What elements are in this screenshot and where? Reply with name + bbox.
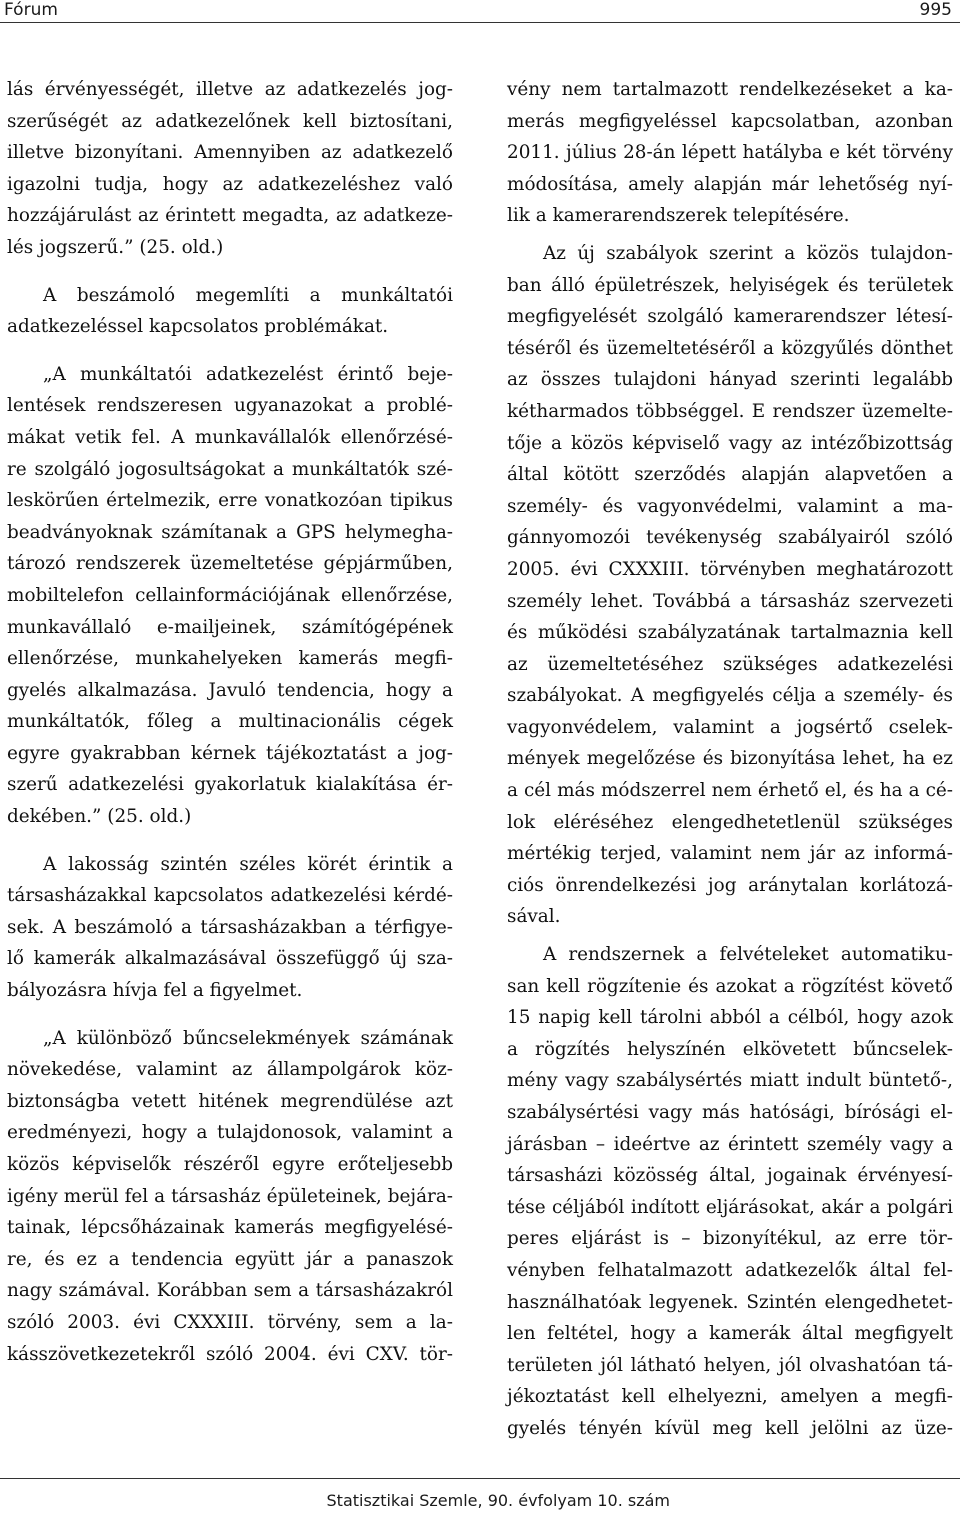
paragraph-gap: [7, 833, 453, 849]
text-line: A rendszernek a felvételeket automatiku-: [543, 944, 953, 966]
text-line: merás megfigyeléssel kapcsolatban, azonban: [507, 110, 953, 132]
text-line: növekedése, valamint az állampolgárok köz-: [7, 1059, 453, 1081]
text-line: társasházakkal kapcsolatos adatkezelési kérdé-: [7, 885, 453, 907]
paragraph: [7, 280, 453, 343]
text-line: gyelés tényén kívül meg kell jelölni az üze-: [507, 1417, 953, 1439]
paragraph: [507, 74, 953, 232]
text-line: A lakosság szintén széles körét érintik a: [43, 853, 453, 875]
text-line: adatkezeléssel kapcsolatos problémákat.: [7, 316, 389, 338]
text-line: lás érvényességét, illetve az adatkezelés jog-: [7, 79, 453, 100]
text-line: megfigyelését szolgáló kamerarendszer létesí-: [507, 306, 953, 328]
text-line: lik a kamerarendszerek telepítésére.: [507, 205, 850, 227]
paragraph-gap: [7, 264, 453, 280]
text-line: egyre gyakrabban kérnek tájékoztatást a jog-: [7, 742, 453, 764]
text-line: ban álló épületrészek, helyiségek és területek: [507, 274, 953, 296]
text-line: munkáltatók, főleg a multinacionális cégek: [7, 711, 453, 733]
text-line: tározó rendszerek üzemeltetése gépjárműben,: [7, 553, 453, 575]
text-line: leskörűen értelmezik, erre vonatkozóan tipikus: [7, 490, 453, 512]
text-line: „A munkáltatói adatkezelést érintő beje-: [43, 363, 453, 385]
quote-paragraph: [7, 359, 453, 833]
paragraph-gap: [7, 343, 453, 359]
text-line: az összes tulajdoni hányad szerinti legalább: [507, 369, 953, 391]
text-line: gánnyomozói tevékenység szabályairól szóló: [507, 527, 953, 549]
text-line: lok eléréséhez elengedhetetlenül szükséges: [507, 811, 953, 833]
text-line: kétharmados többséggel. E rendszer üzemelte-: [507, 400, 953, 422]
text-line: beadványoknak számítanak a GPS helymegha-: [7, 521, 453, 543]
text-line: biztonságba vetett hitének megrendülése azt: [7, 1090, 453, 1112]
text-line: peres eljárást is – bizonyítékul, az erre tör-: [507, 1228, 953, 1250]
text-line: sek. A beszámoló a társasházakban a térfigye-: [7, 916, 453, 938]
text-line: szerű adatkezelési gyakorlatuk kialakítása ér-: [7, 774, 453, 796]
text-line: mértékig terjed, valamint nem jár az informá-: [507, 843, 953, 865]
text-line: san kell rögzítenie és azokat a rögzítést követő: [507, 975, 953, 997]
text-line: ciós önrendelkezési jog aránytalan korlátozá-: [507, 874, 953, 896]
page-header: [0, 0, 960, 22]
paragraph: [507, 939, 953, 1445]
page-number: 995: [919, 0, 952, 20]
text-line: közös képviselők részéről egyre erőteljesebb: [7, 1154, 453, 1175]
text-line: szóló 2003. évi CXXXIII. törvény, sem a la-: [7, 1311, 453, 1333]
text-line: ellenőrzése, munkahelyeken kamerás megfi-: [7, 648, 453, 670]
text-line: a rögzítés helyszínén elkövetett bűncselek-: [507, 1038, 953, 1060]
text-line: területen jól látható helyen, jól olvashatóan tá-: [507, 1354, 953, 1376]
text-line: járásban – ideértve az érintett személy vagy a: [507, 1133, 953, 1155]
text-line: gyelés alkalmazása. Javuló tendencia, hogy a: [7, 679, 453, 701]
paragraph: [507, 238, 953, 933]
text-line: Az új szabályok szerint a közös tulajdon-: [543, 242, 953, 264]
right-column: [507, 74, 953, 1445]
text-line: re szolgáló jogosultságokat a munkáltatók szé-: [7, 458, 453, 480]
text-line: 2011. július 28-án lépett hatályba e két törvény: [507, 142, 953, 164]
text-line: és működési szabályzatának tartalmaznia kell: [507, 622, 953, 644]
text-line: 15 napig kell tárolni abból a célból, hogy azok: [507, 1007, 953, 1029]
text-line: a cél más módszerrel nem érhető el, és ha a cé-: [507, 780, 953, 802]
text-line: illetve bizonyítani. Amennyiben az adatkezelő: [7, 142, 453, 164]
text-line: munkavállaló e-mailjeinek, számítógépének: [7, 616, 453, 638]
text-line: módosítása, amely alapján már lehetőség nyí-: [507, 173, 953, 195]
text-line: mény vagy szabálysértés miatt indult büntető-,: [507, 1070, 953, 1092]
text-line: mákat vetik fel. A munkavállalók ellenőrzésé-: [7, 426, 453, 448]
text-line: igény merül fel a társasház épületeinek, bejára-: [7, 1185, 453, 1207]
text-line: szabálysértési vagy más hatósági, bírósági el-: [507, 1102, 953, 1123]
text-line: lés jogszerű.” (25. old.): [7, 236, 224, 258]
text-line: dekében.” (25. old.): [7, 806, 192, 828]
text-line: tése céljából indított eljárásokat, akár a polgári: [507, 1196, 953, 1218]
page-footer: Statisztikai Szemle, 90. évfolyam 10. szám: [326, 1491, 670, 1510]
header-divider: [0, 22, 960, 23]
footer-divider: [0, 1478, 960, 1479]
text-line: szerűségét az adatkezelőnek kell biztosítani,: [7, 110, 453, 132]
text-line: sával.: [507, 906, 561, 928]
text-line: A beszámoló megemlíti a munkáltatói: [43, 284, 453, 306]
text-line: lő kamerák alkalmazásával összefüggő új sza-: [7, 948, 453, 970]
text-line: jékoztatást kell elhelyezni, amelyen a megfi-: [507, 1386, 953, 1408]
text-line: len feltétel, hogy a kamerák által megfigyelt: [507, 1323, 953, 1345]
text-line: re, és ez a tendencia együtt jár a panaszok: [7, 1248, 453, 1270]
paragraph-gap: [7, 1007, 453, 1023]
text-line: által kötött szerződés alapján alapvetően a: [507, 464, 953, 486]
journal-section-title: Fórum: [4, 0, 58, 20]
text-line: mobiltelefon cellainformációjának ellenőrzése,: [7, 584, 453, 606]
text-line: vagyonvédelem, valamint a jogsértő cselek-: [507, 716, 953, 738]
text-line: „A különböző bűncselekmények számának: [43, 1027, 453, 1049]
text-line: mények megelőzése és bizonyítása lehet, ha ez: [507, 748, 953, 770]
left-column: [7, 74, 453, 1370]
paragraph: [7, 74, 453, 264]
text-line: kásszövetkezetekről szóló 2004. évi CXV. tör-: [7, 1343, 453, 1365]
paragraph: [7, 849, 453, 1007]
text-line: tainak, lépcsőházainak kamerás megfigyelésé-: [7, 1217, 453, 1239]
text-line: hozzájárulást az érintett megadta, az adatkeze-: [7, 205, 453, 227]
text-line: bályozásra hívja fel a figyelmet.: [7, 980, 303, 1002]
text-line: vény nem tartalmazott rendelkezéseket a ka-: [507, 79, 953, 100]
text-line: téséről és üzemeltetéséről a közgyűlés dönthet: [507, 337, 953, 359]
text-line: nagy számával. Korábban sem a társasházakról: [7, 1280, 453, 1302]
text-line: személy- és vagyonvédelmi, valamint a ma-: [507, 495, 953, 517]
text-line: az üzemeltetéséhez szükséges adatkezelési: [507, 653, 953, 675]
text-line: vényben felhatalmazott adatkezelők által fel-: [507, 1259, 953, 1281]
text-line: lentések rendszeresen ugyanazokat a problé-: [7, 395, 453, 417]
text-line: társasházi közösség által, jogainak érvényesí-: [507, 1165, 953, 1187]
text-line: szabályokat. A megfigyelés célja a személy- és: [507, 685, 953, 707]
quote-paragraph: [7, 1023, 453, 1371]
text-line: 2005. évi CXXXIII. törvényben meghatározott: [507, 558, 953, 580]
text-line: használhatóak legyenek. Szintén elengedhetet-: [507, 1291, 953, 1313]
text-line: igazolni tudja, hogy az adatkezeléshez való: [7, 173, 453, 195]
text-line: tője a közös képviselő vagy az intézőbizottság: [507, 432, 953, 454]
text-line: személy lehet. Továbbá a társasház szervezeti: [507, 590, 953, 612]
text-line: eredményezi, hogy a tulajdonosok, valamint a: [7, 1122, 453, 1144]
